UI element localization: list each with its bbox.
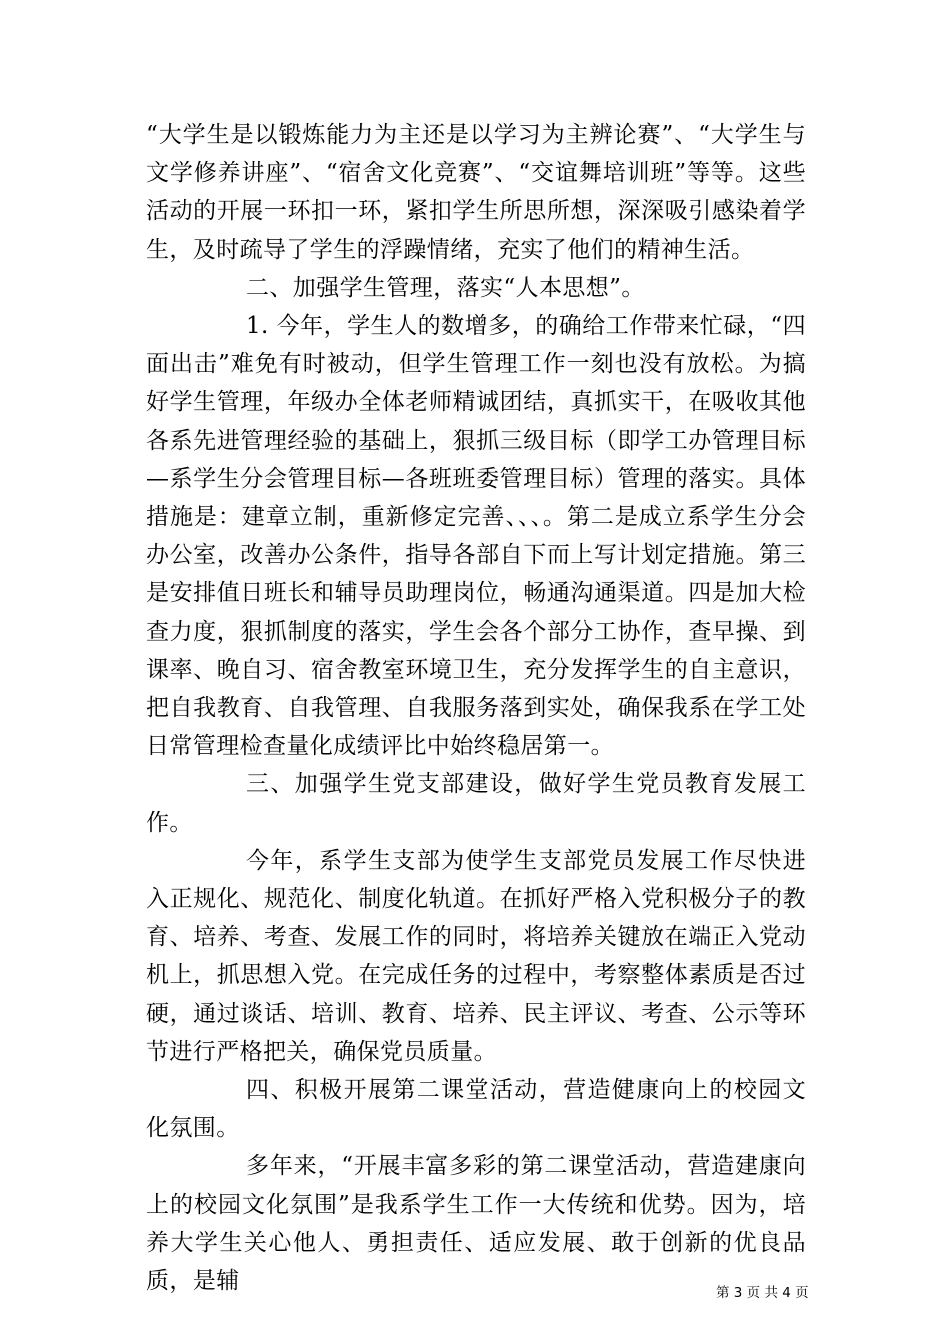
section-heading-second-classroom: 四、积极开展第二课堂活动，营造健康向上的校园文化氛围。 [146, 1077, 806, 1142]
paragraph-second-classroom: 多年来，“开展丰富多彩的第二课堂活动，营造建康向上的校园文化氛围”是我系学生工作一大传统和优势。因为，培养大学生关心他人、勇担责任、适应发展、敢于创新的优良品质，是辅 [146, 1153, 806, 1295]
paragraph-student-management: 1. 今年，学生人的数增多，的确给工作带来忙碌，“四面出击”难免有时被动，但学生管理工作一刻也没有放松。为搞好学生管理，年级办全体老师精诚团结，真抓实干，在吸收其他各系先进管理经验的基础上，狠抓三级目标（即学工办管理目标—系学生分会管理目标—各班班委管理目标）管理的落实。具体措施是：建章立制，重新修定完善、、、。第二是成立系学生分会办公室，改善办公条件，指导各部自下而上写计划定措施。第三是安排值日班长和辅导员助理岗位，畅通沟通渠道。四是加大检查力度，狠抓制度的落实，学生会各个部分工协作，查早操、到课率、晚自习、宿舍教室环境卫生，充分发挥学生的自主意识，把自我教育、自我管理、自我服务落到实处，确保我系在学工处日常管理检查量化成绩评比中始终稳居第一。 [146, 313, 806, 760]
paragraph-activities-continued: “大学生是以锻炼能力为主还是以学习为主辨论赛”、“大学生与文学修养讲座”、“宿舍文化竞赛”、“交谊舞培训班”等等。这些活动的开展一环扣一环，紧扣学生所思所想，深深吸引感染着学生，及时疏导了学生的浮躁情绪，充实了他们的精神生活。 [146, 122, 806, 263]
document-body [146, 116, 806, 1300]
section-heading-student-management: 二、加强学生管理，落实“人本思想”。 [246, 274, 645, 301]
section-heading-party-branch: 三、加强学生党支部建设，做好学生党员教育发展工作。 [146, 771, 806, 836]
paragraph-party-branch: 今年，系学生支部为使学生支部党员发展工作尽快进入正规化、规范化、制度化轨道。在抓好严格入党积极分子的教育、培养、考查、发展工作的同时，将培养关键放在端正入党动机上，抓思想入党。在完成任务的过程中，考察整体素质是否过硬，通过谈话、培训、教育、培养、民主评议、考查、公示等环节进行严格把关，确保党员质量。 [146, 847, 806, 1065]
page-number-footer: 第 3 页 共 4 页 [716, 1285, 809, 1301]
